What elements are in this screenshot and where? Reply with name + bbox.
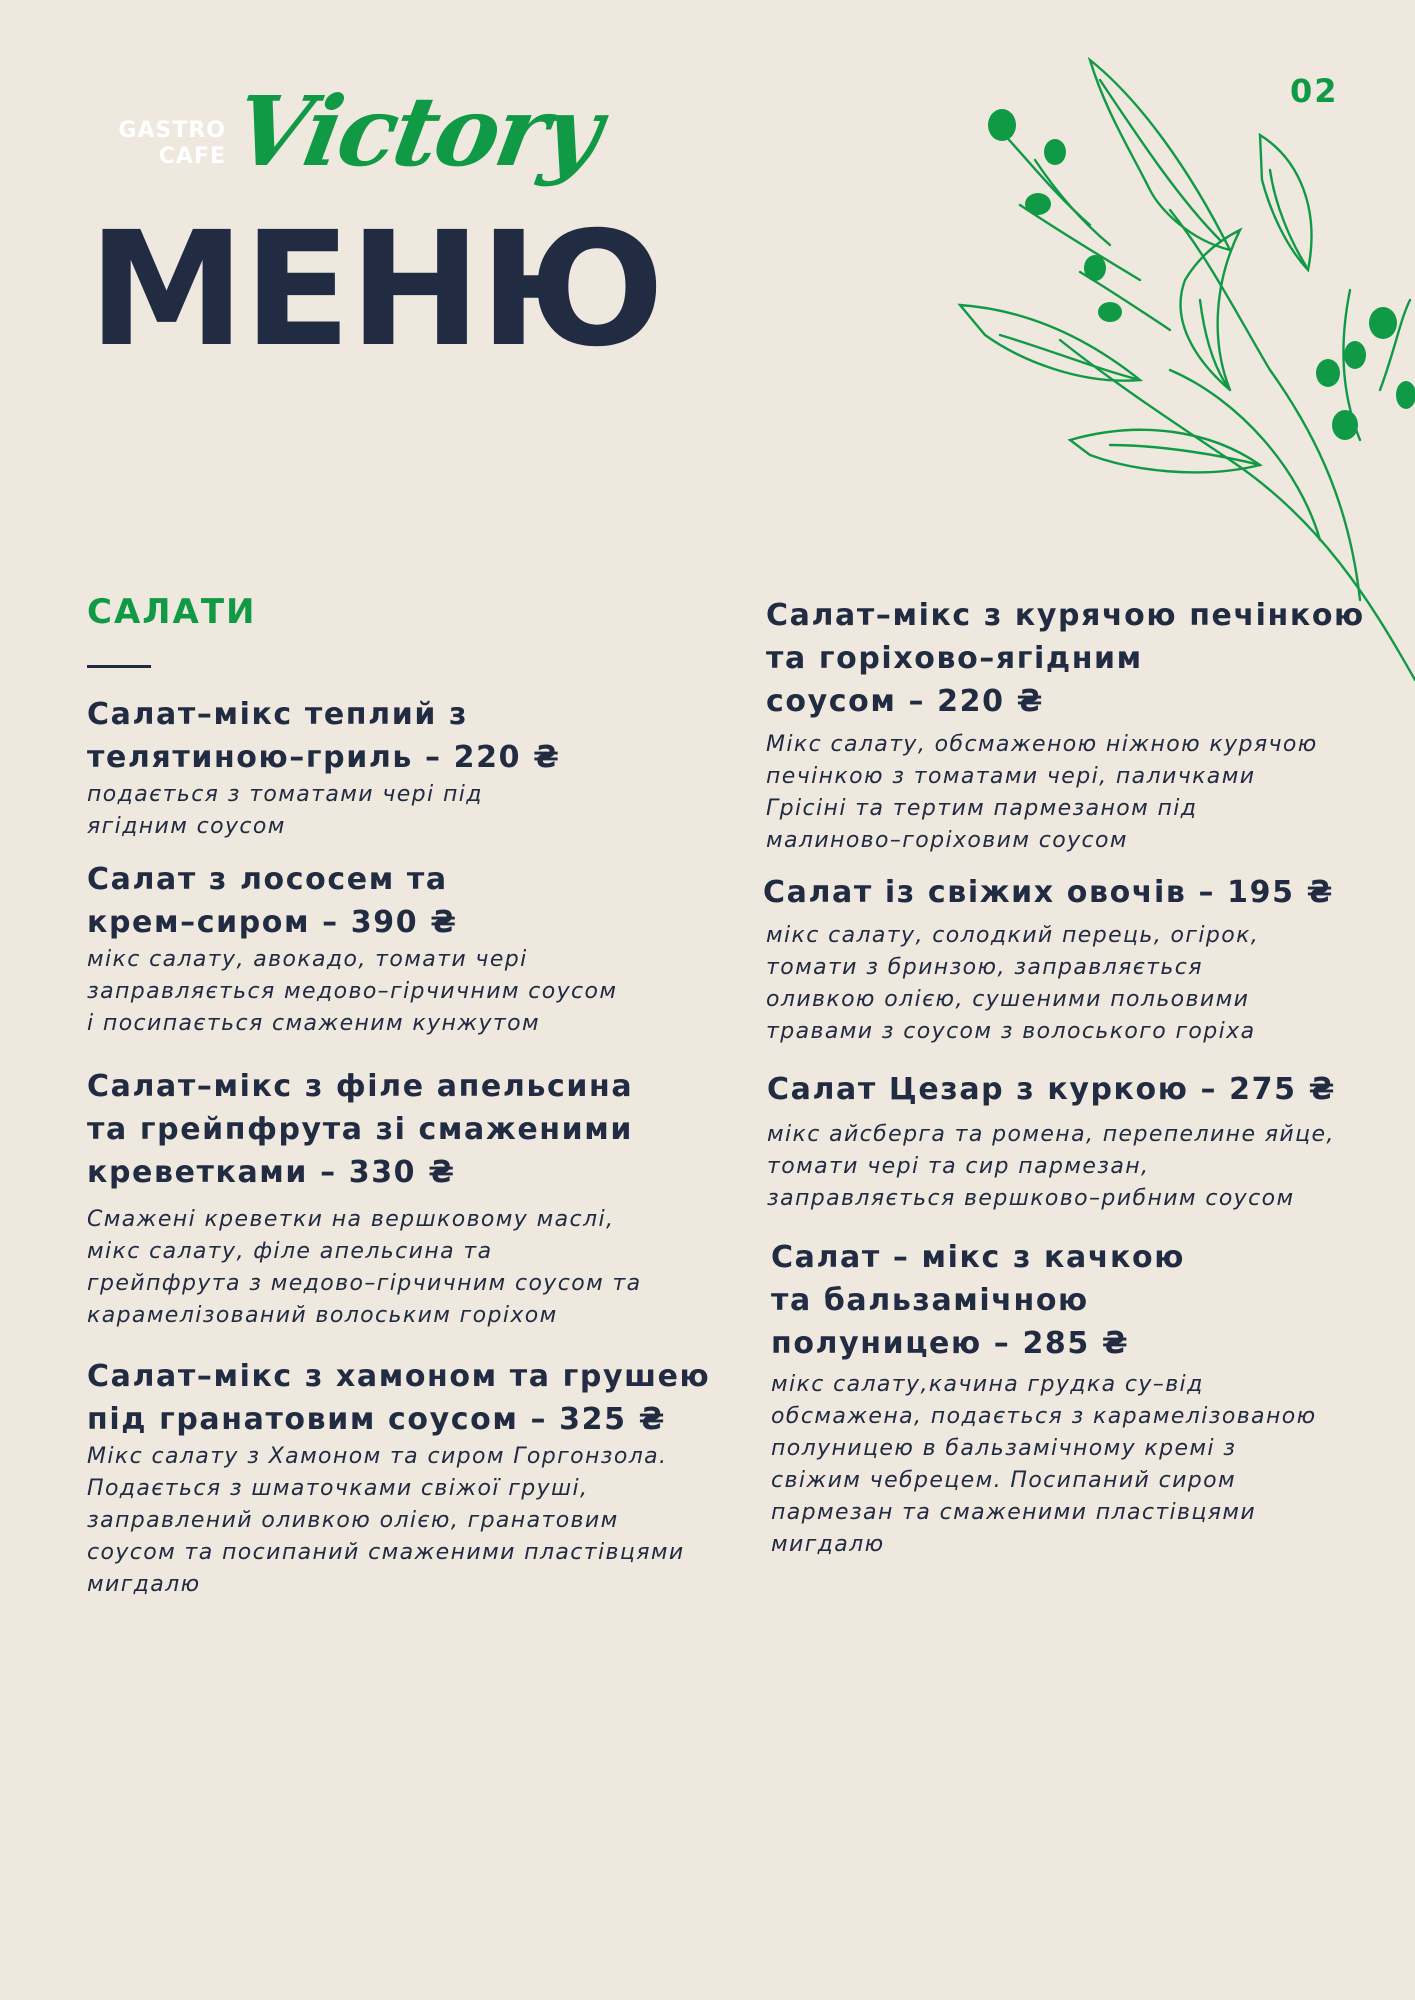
menu-item-title: Салат із свіжих овочів – 195 ₴	[763, 875, 1334, 910]
page-number: 02	[1290, 72, 1339, 110]
menu-item-title: Салат Цезар з куркою – 275 ₴	[767, 1072, 1337, 1107]
logo-gastro-cafe: GASTRO CAFE	[118, 118, 226, 169]
menu-item-title: Салат–мікс з філе апельсина та грейпфрута зі смаженими креветками – 330 ₴	[87, 1069, 634, 1190]
menu-item-description: Смажені креветки на вершковому маслі, мікс салату, філе апельсина та грейпфрута з медово–гірчичним соусом та карамелізований волоським горіхом	[87, 1207, 642, 1328]
menu-item-description: мікс салату, солодкий перець, огірок, томати з бринзою, заправляється оливкою олією, сушеними польовими травами з соусом з волоського горіха	[766, 923, 1260, 1044]
menu-item	[87, 1065, 642, 1332]
menu-item	[763, 871, 1334, 1048]
page-title: МЕНЮ	[88, 198, 663, 382]
menu-item-title: Салат з лососем та крем–сиром – 390 ₴	[87, 862, 458, 940]
menu-item-title: Салат–мікс з курячою печінкою та горіхово–ягідним соусом – 220 ₴	[766, 598, 1365, 719]
menu-item	[87, 693, 561, 843]
section-divider	[87, 665, 151, 668]
logo-victory: Victory	[226, 75, 608, 188]
menu-item	[766, 594, 1365, 857]
menu-item-description: мікс салату,качина грудка су–від обсмажена, подається з карамелізованою полуницею в бальзамічному кремі з свіжим чебрецем. Посипаний сиром пармезан та смаженими пластівцями мигдалю	[771, 1372, 1317, 1557]
leaf-branch-icon	[940, 40, 1415, 690]
menu-item-description: Мікс салату, обсмаженою ніжною курячою печінкою з томатами чері, паличками Грісіні та тертим пармезаном під малиново–горіховим соусом	[766, 732, 1318, 853]
menu-item	[771, 1236, 1317, 1561]
menu-item-description: мікс салату, авокадо, томати чері заправляється медово–гірчичним соусом і посипається смаженим кунжутом	[87, 947, 618, 1036]
menu-item-title: Салат–мікс теплий з телятиною–гриль – 220 ₴	[87, 697, 561, 775]
menu-item	[767, 1068, 1336, 1215]
menu-item-description: мікс айсберга та ромена, перепелине яйце, томати чері та сир пармезан, заправляється вершково–рибним соусом	[767, 1122, 1335, 1211]
cafe-logo	[108, 75, 608, 192]
menu-item-title: Салат–мікс з хамоном та грушею під гранатовим соусом – 325 ₴	[87, 1359, 711, 1437]
menu-item-title: Салат – мікс з качкою та бальзамічною полуницею – 285 ₴	[771, 1240, 1185, 1361]
section-title-salads: САЛАТИ	[87, 592, 257, 632]
menu-item-description: подається з томатами чері під ягідним соусом	[87, 782, 483, 839]
menu-item	[87, 858, 617, 1040]
menu-item-description: Мікс салату з Хамоном та сиром Горгонзола. Подається з шматочками свіжої груші, заправлений оливкою олією, гранатовим соусом та посипаний смаженими пластівцями мигдалю	[87, 1444, 685, 1597]
menu-item	[87, 1355, 710, 1601]
